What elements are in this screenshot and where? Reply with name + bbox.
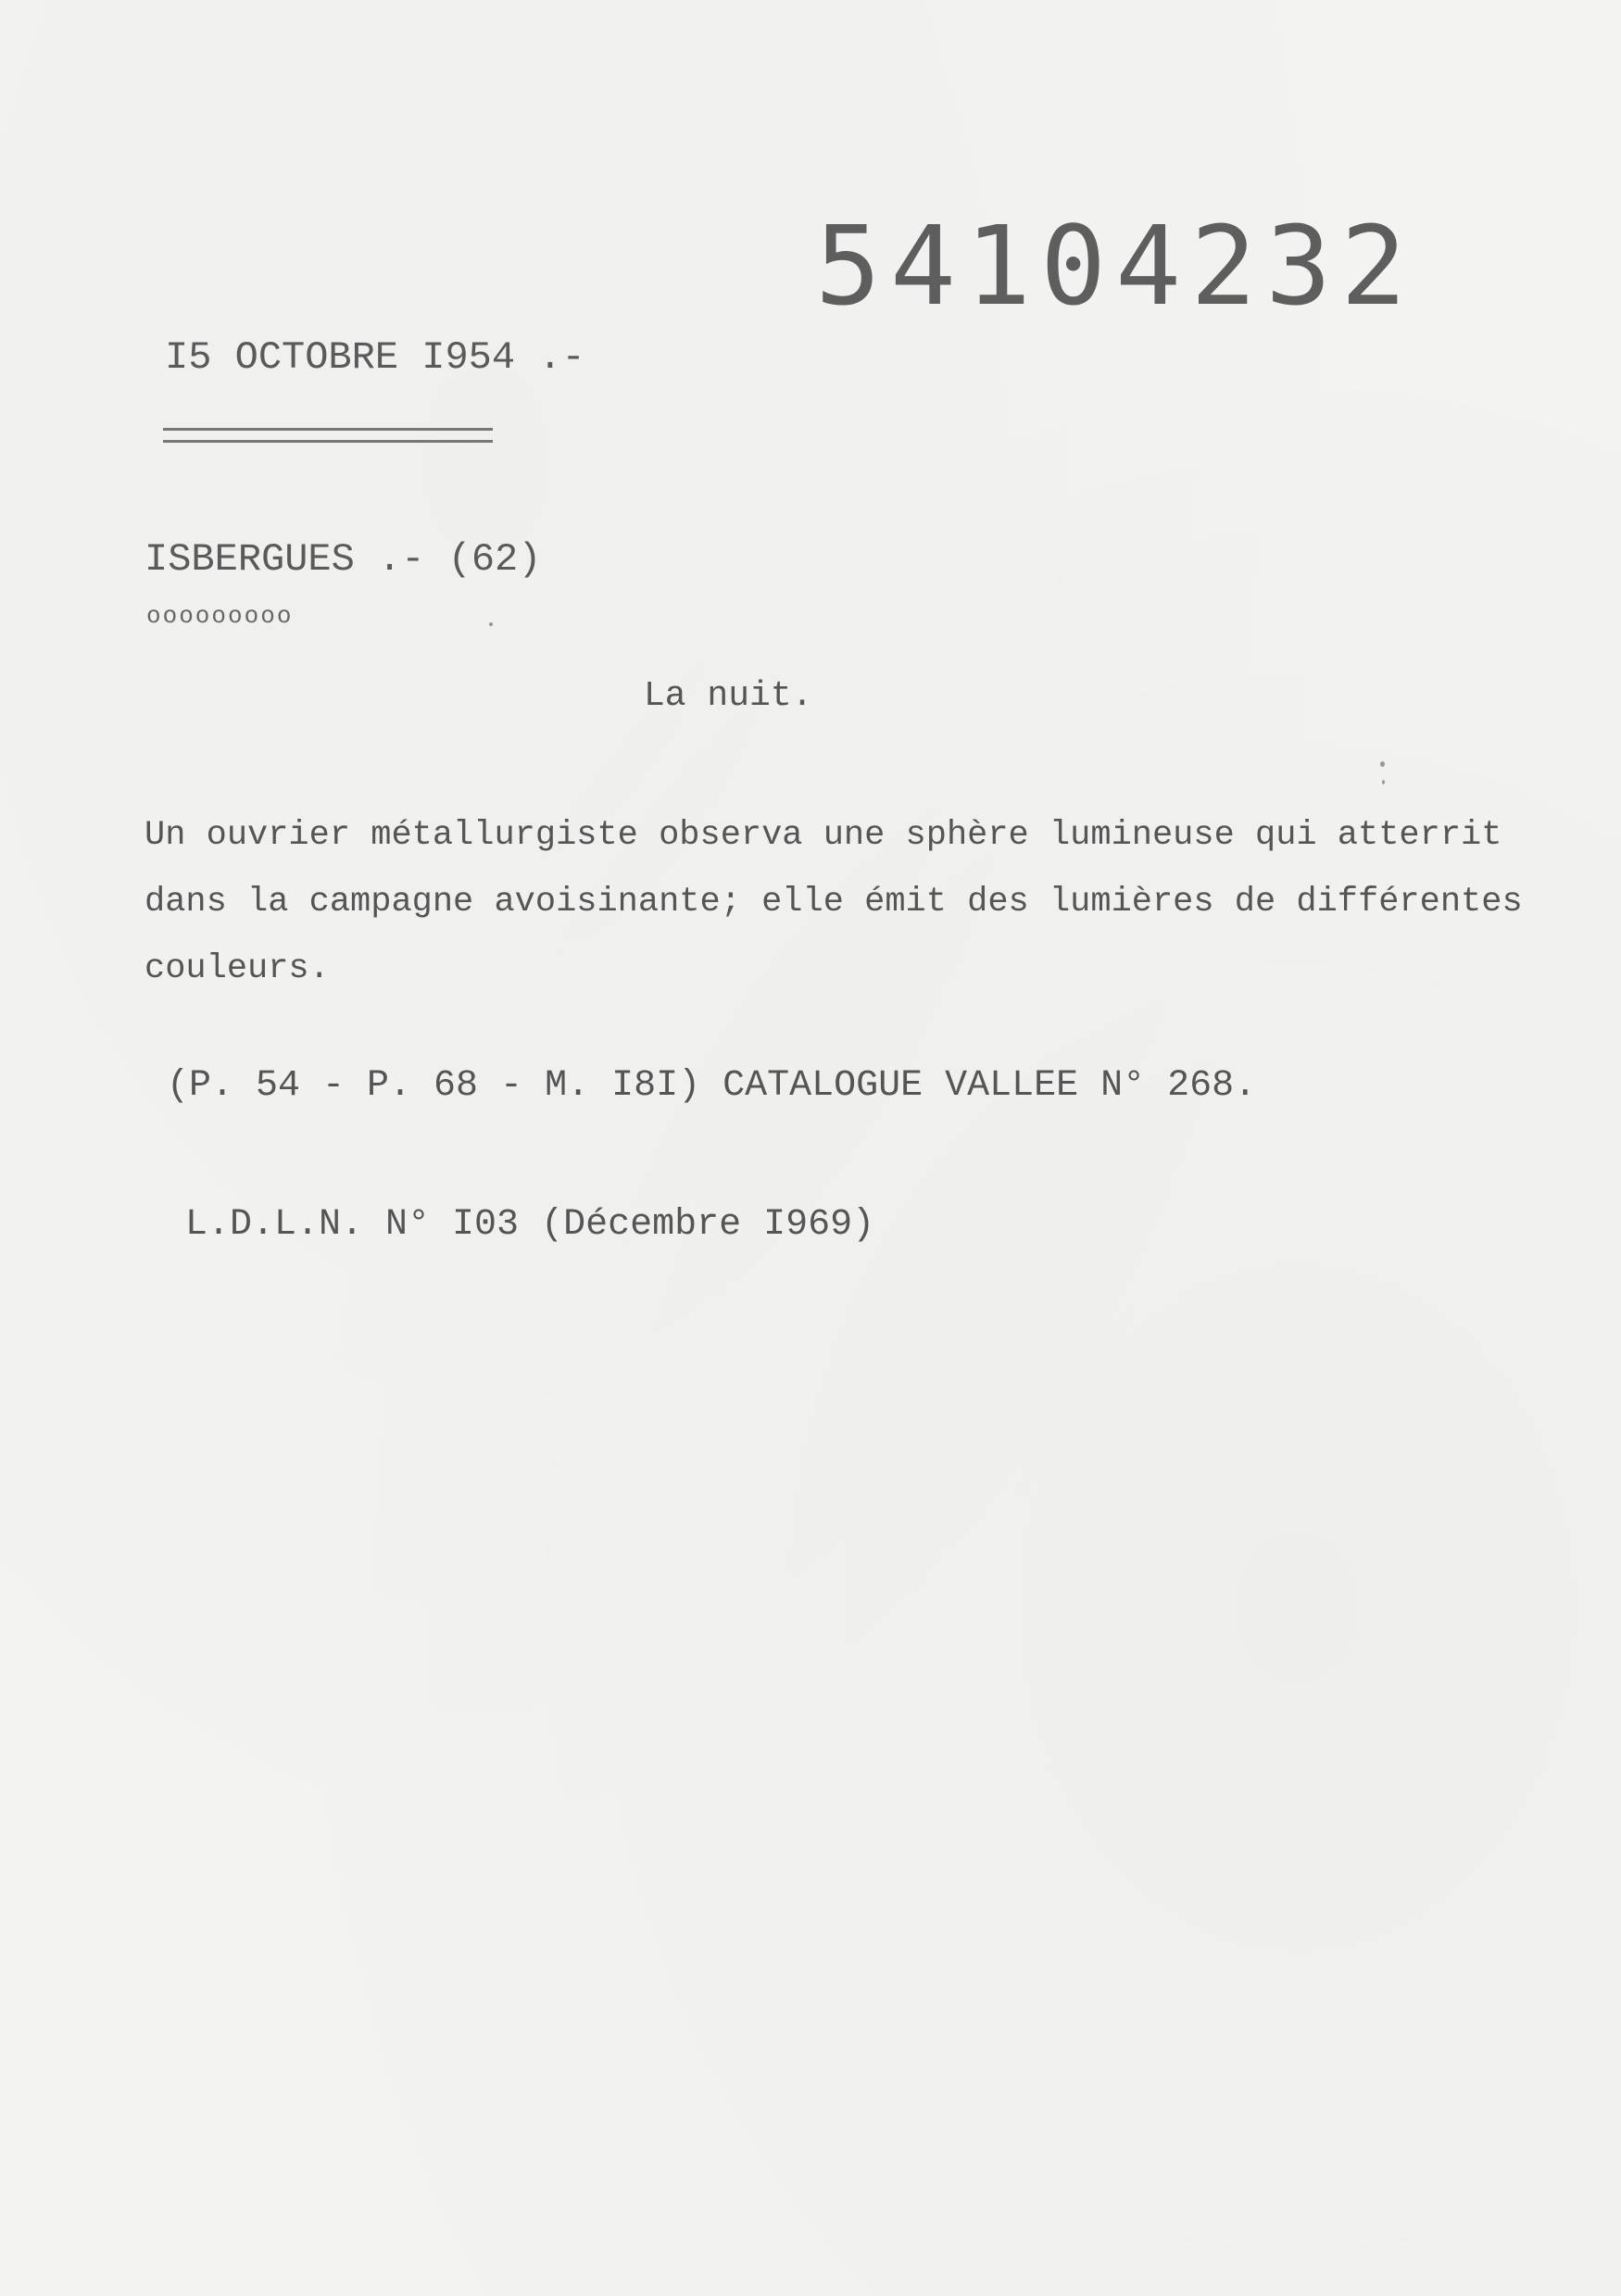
paper-speck [489, 622, 493, 626]
source-citation: L.D.L.N. N° I03 (Décembre I969) [185, 1204, 875, 1246]
event-location: ISBERGUES .- (62) [145, 537, 542, 582]
date-underline [163, 428, 493, 443]
catalogue-reference: (P. 54 - P. 68 - M. I8I) CATALOGUE VALLEE N° 268. [167, 1065, 1257, 1107]
description-line: Un ouvrier métallurgiste observa une sphère lumineuse qui atterrit [145, 816, 1502, 855]
archive-number-stamp: 54104232 [815, 202, 1416, 330]
event-time: La nuit. [644, 676, 813, 716]
event-description [145, 802, 1590, 1002]
location-ornament: ooooooooo [146, 602, 294, 630]
paper-speck [1380, 761, 1385, 767]
event-date: I5 OCTOBRE I954 .- [165, 335, 585, 380]
paper-speck [1382, 780, 1385, 784]
description-line: couleurs. [145, 949, 330, 988]
description-line: dans la campagne avoisinante; elle émit des lumières de différentes [145, 883, 1523, 922]
